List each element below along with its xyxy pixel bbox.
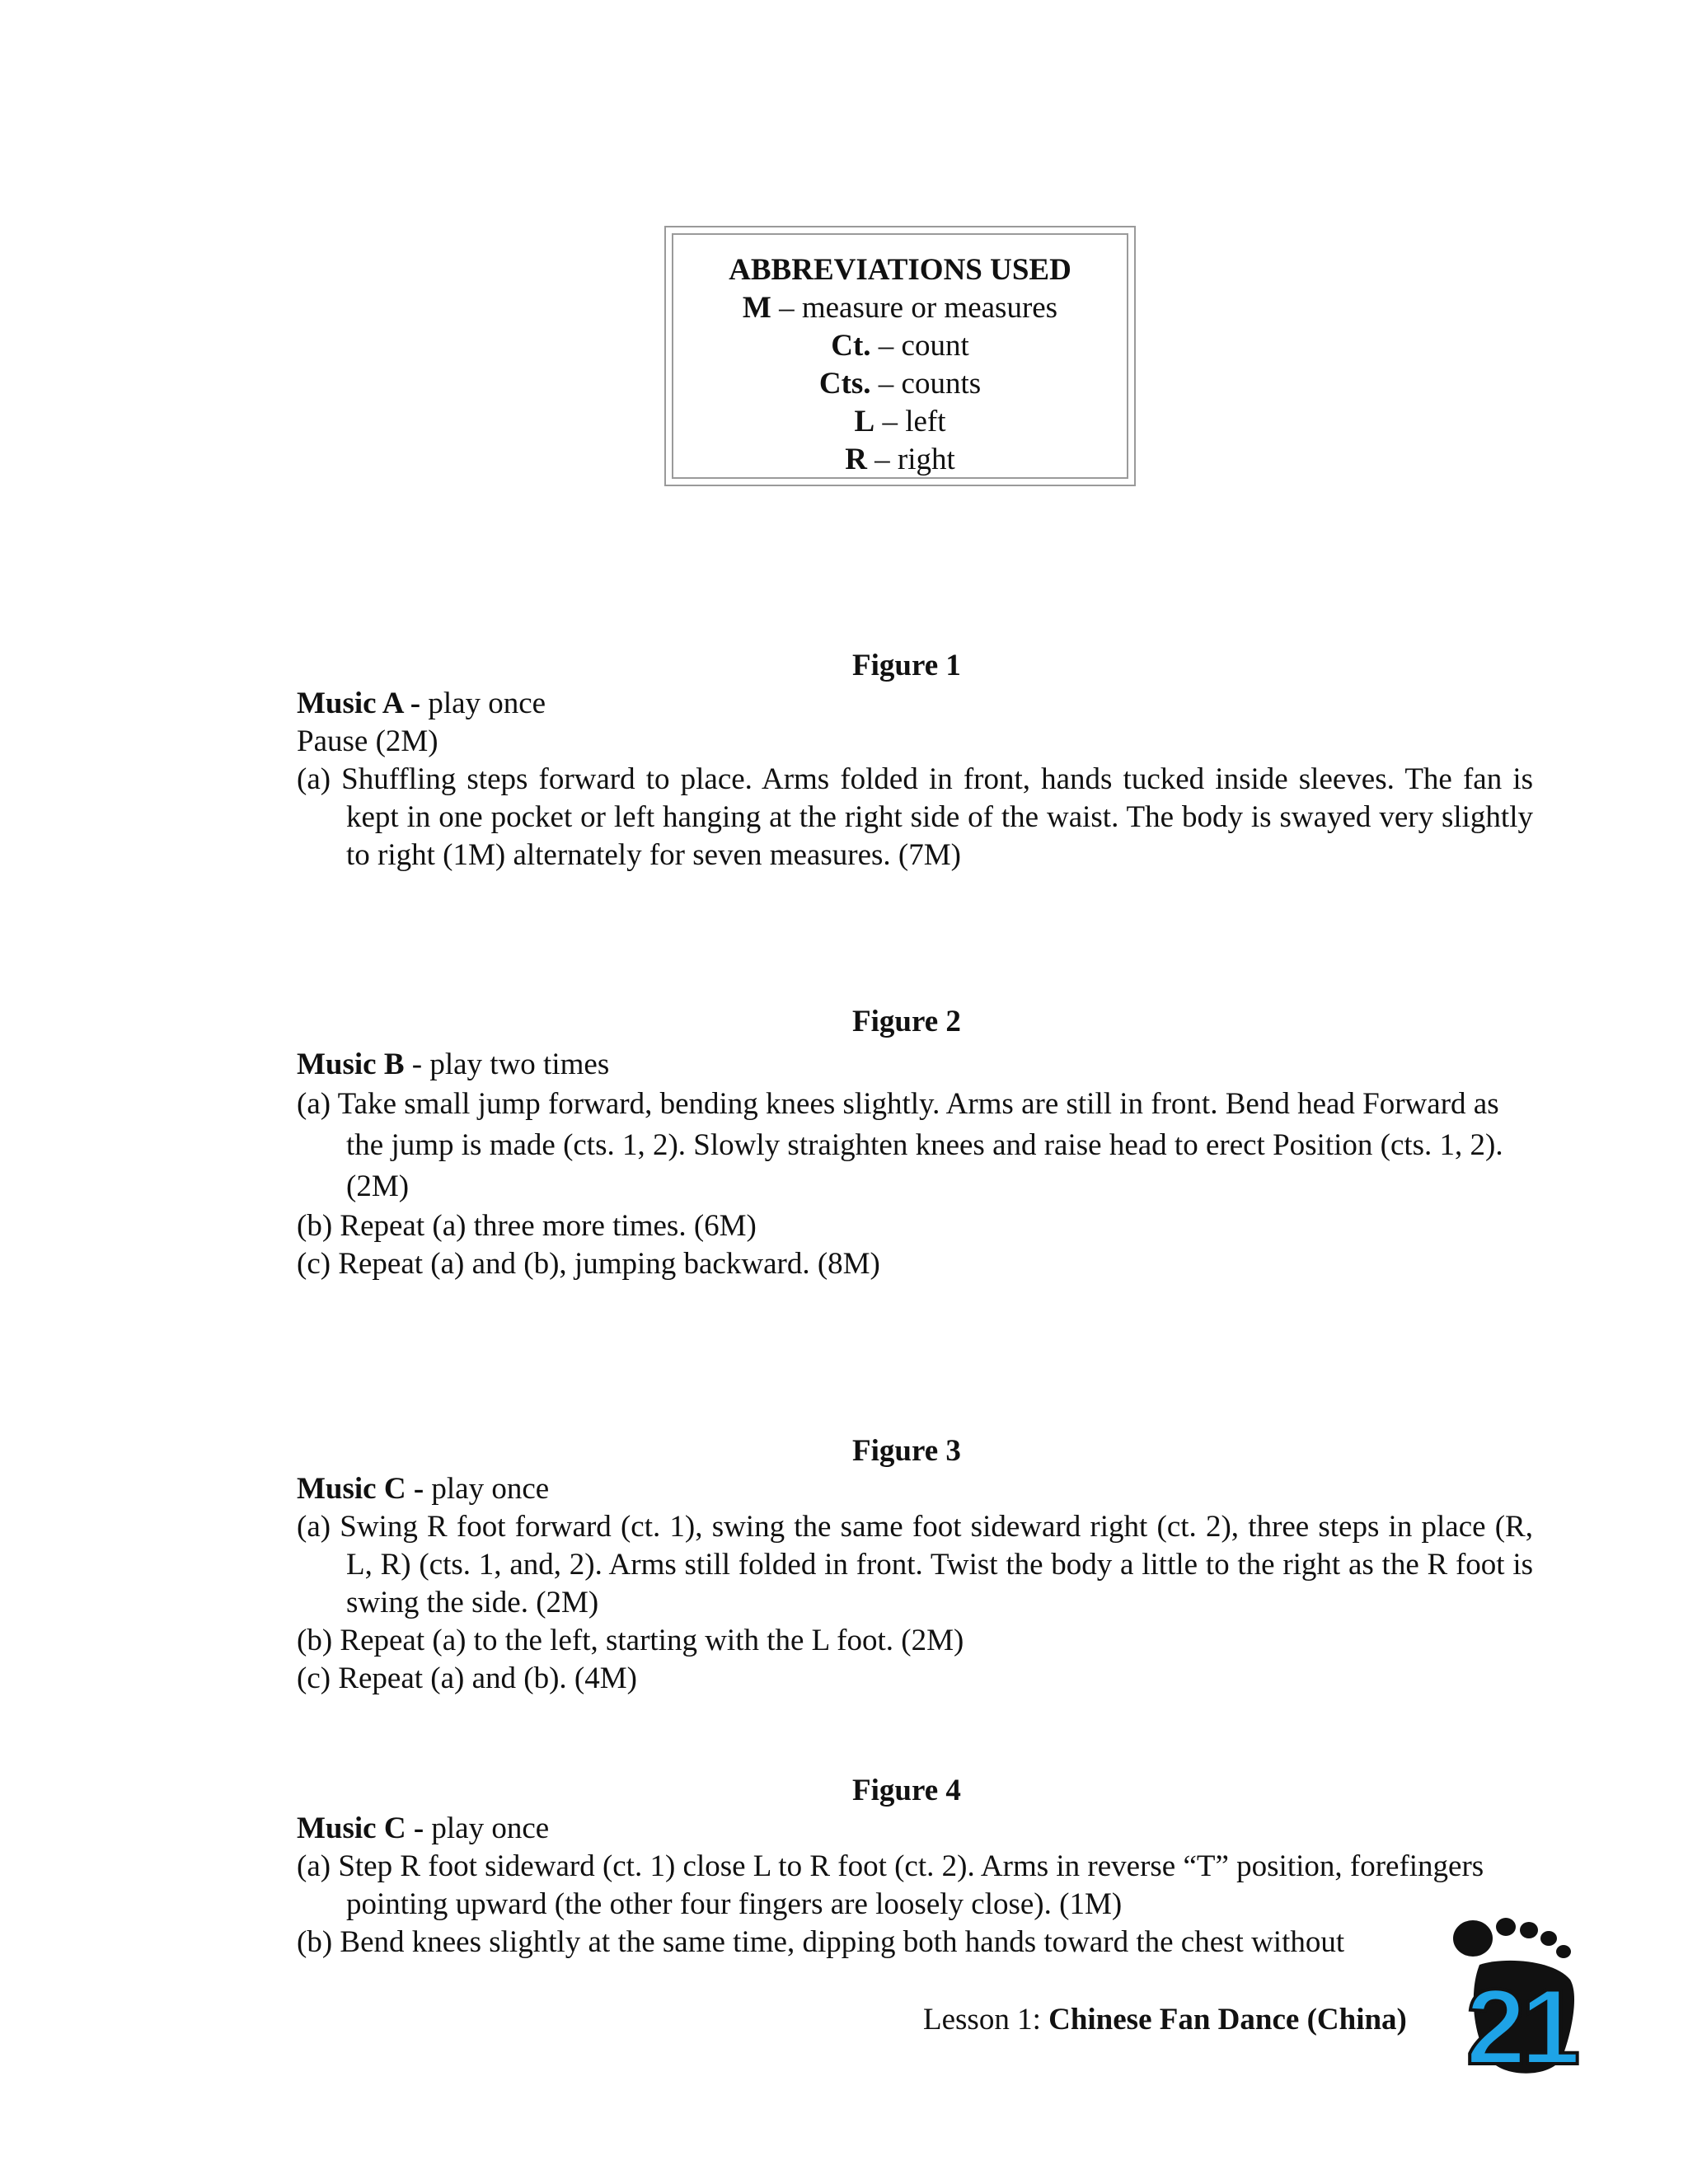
- figure-1-section: [297, 685, 1533, 874]
- figure-1-title: Figure 1: [852, 649, 961, 682]
- step-line: (a) Step R foot sideward (ct. 1) close L to R foot (ct. 2). Arms in reverse “T” position, forefingers pointing upward (the other four fingers are loosely close). (1M): [297, 1849, 1484, 1921]
- toe-icon: [1496, 1918, 1516, 1936]
- step-line: (c) Repeat (a) and (b), jumping backward. (8M): [297, 1247, 880, 1281]
- step-line: (a) Shuffling steps forward to place. Arms folded in front, hands tucked inside sleeves. The fan is kept in one pocket or left hanging at the right side of the waist. The body is swayed very slightly to right (1M) alternately for seven measures. (7M): [297, 762, 1533, 872]
- step-line: (b) Repeat (a) to the left, starting with the L foot. (2M): [297, 1624, 964, 1657]
- abbreviations-box: [664, 226, 1136, 486]
- figure-3-title: Figure 3: [852, 1434, 961, 1468]
- abbreviation-item: M – measure or measures: [742, 291, 1058, 325]
- music-heading: Music C - play once: [297, 1472, 550, 1506]
- music-heading: Music C - play once: [297, 1811, 550, 1845]
- lesson-footer: Lesson 1: Chinese Fan Dance (China): [923, 2003, 1407, 2036]
- step-line: (b) Repeat (a) three more times. (6M): [297, 1209, 757, 1243]
- page-number: 21: [1465, 1966, 1576, 2079]
- step-line: (a) Take small jump forward, bending knees slightly. Arms are still in front. Bend head Forward as the jump is made (cts. 1, 2). Slowly straighten knees and raise head to erect Position (cts. 1, 2). (2M): [297, 1087, 1503, 1203]
- toe-icon: [1453, 1920, 1493, 1957]
- footprint-page-badge-icon: [1447, 1914, 1587, 2079]
- toe-icon: [1540, 1931, 1557, 1946]
- figure-2-title: Figure 2: [852, 1005, 961, 1038]
- figure-3-section: [297, 1470, 1533, 1698]
- figure-4-section: [297, 1810, 1533, 1961]
- step-line: (b) Bend knees slightly at the same time, dipping both hands toward the chest without: [297, 1925, 1345, 1959]
- abbreviations-title: ABBREVIATIONS USED: [729, 253, 1071, 287]
- toe-icon: [1556, 1945, 1571, 1958]
- figure-4-title: Figure 4: [852, 1774, 961, 1807]
- figure-2-section: [297, 1046, 1533, 1283]
- abbreviations-inner: [672, 233, 1128, 479]
- abbreviation-item: Ct. – count: [831, 329, 969, 363]
- toe-icon: [1520, 1922, 1538, 1938]
- music-heading: Music B - play two times: [297, 1047, 610, 1081]
- abbreviation-item: L – left: [854, 405, 946, 438]
- step-line: Pause (2M): [297, 724, 438, 758]
- step-line: (a) Swing R foot forward (ct. 1), swing the same foot sideward right (ct. 2), three steps in place (R, L, R) (cts. 1, and, 2). Arms still folded in front. Twist the body a little to the right as the R foot is swing the side. (2M): [297, 1510, 1533, 1619]
- abbreviation-item: R – right: [845, 443, 955, 476]
- step-line: (c) Repeat (a) and (b). (4M): [297, 1661, 637, 1695]
- abbreviation-item: Cts. – counts: [818, 367, 982, 401]
- music-heading: Music A - play once: [297, 687, 546, 720]
